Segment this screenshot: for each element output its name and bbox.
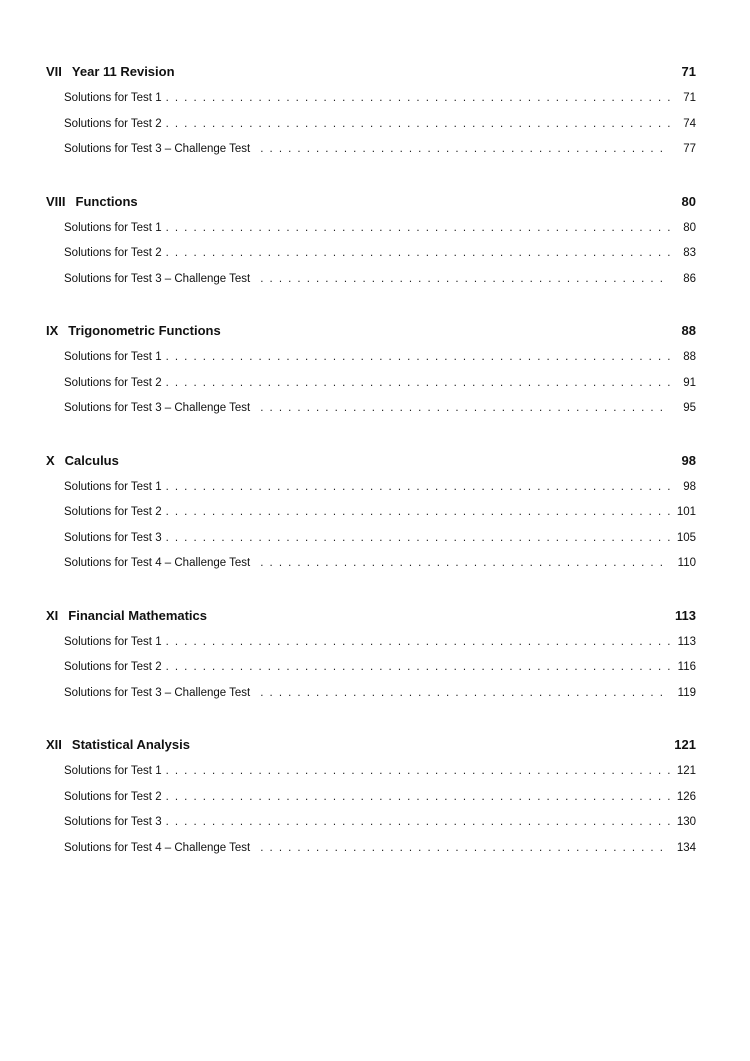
dot-leader <box>166 114 670 134</box>
toc-entry[interactable] <box>46 218 696 244</box>
entry-page-number: 86 <box>683 272 696 285</box>
entry-title: Solutions for Test 3 – Challenge Test <box>64 143 251 155</box>
entry-page-number: 116 <box>677 661 696 673</box>
entry-title: Solutions for Test 3 <box>64 531 162 544</box>
toc-entry[interactable] <box>46 553 696 579</box>
entry-page-number: 98 <box>683 480 696 493</box>
part-numeral: X <box>46 452 55 468</box>
dot-leader <box>166 243 670 263</box>
entry-page-number: 119 <box>677 686 696 699</box>
toc-entry[interactable] <box>46 528 696 554</box>
part-heading[interactable] <box>46 451 696 471</box>
entry-title: Solutions for Test 3 – Challenge Test <box>64 686 251 699</box>
entry-page-number: 130 <box>676 816 696 828</box>
dot-leader <box>260 838 670 858</box>
toc-part <box>46 321 696 424</box>
part-heading[interactable] <box>46 606 696 626</box>
entry-title: Solutions for Test 2 <box>64 506 162 518</box>
entry-page-number: 71 <box>683 92 696 104</box>
part-numeral: VII <box>46 64 62 79</box>
toc-part <box>46 192 696 295</box>
dot-leader <box>166 761 670 781</box>
part-heading-label <box>46 606 207 626</box>
part-numeral: XII <box>46 737 62 752</box>
toc-entry[interactable] <box>46 88 696 114</box>
entry-title: Solutions for Test 2 <box>64 117 162 130</box>
dot-leader <box>260 553 670 573</box>
dot-leader <box>260 398 670 418</box>
dot-leader <box>166 812 670 832</box>
toc-entry[interactable] <box>46 114 696 140</box>
entry-page-number: 95 <box>683 402 696 414</box>
entry-title: Solutions for Test 3 <box>64 816 162 828</box>
entry-title: Solutions for Test 1 <box>64 92 162 104</box>
part-heading[interactable] <box>46 62 696 82</box>
part-title: Statistical Analysis <box>71 737 190 752</box>
dot-leader <box>260 139 670 159</box>
toc-entry[interactable] <box>46 787 696 813</box>
part-heading-label <box>46 62 175 82</box>
entry-page-number: 80 <box>683 221 696 234</box>
dot-leader <box>166 373 670 393</box>
toc-entry[interactable] <box>46 373 696 399</box>
part-page-number: 80 <box>681 193 696 209</box>
entry-title: Solutions for Test 2 <box>64 247 162 259</box>
part-heading[interactable] <box>46 192 696 212</box>
entry-page-number: 134 <box>676 841 696 854</box>
part-title: Year 11 Revision <box>71 64 175 79</box>
part-page-number: 98 <box>681 452 696 468</box>
toc-part <box>46 62 696 165</box>
entry-title: Solutions for Test 1 <box>64 221 162 234</box>
entry-page-number: 88 <box>683 351 696 363</box>
dot-leader <box>166 477 670 497</box>
entry-title: Solutions for Test 4 – Challenge Test <box>64 557 251 569</box>
entry-page-number: 101 <box>676 506 696 518</box>
part-heading-label <box>46 451 119 471</box>
part-heading[interactable] <box>46 735 696 755</box>
table-of-contents <box>46 62 696 890</box>
part-numeral: VIII <box>46 193 66 209</box>
dot-leader <box>166 502 670 522</box>
entry-title: Solutions for Test 2 <box>64 376 162 389</box>
entry-page-number: 83 <box>683 247 696 259</box>
part-page-number: 88 <box>681 323 696 338</box>
dot-leader <box>166 218 670 238</box>
part-page-number: 113 <box>675 607 696 623</box>
entry-page-number: 113 <box>677 635 696 648</box>
toc-entry[interactable] <box>46 398 696 424</box>
toc-entry[interactable] <box>46 838 696 864</box>
entry-title: Solutions for Test 1 <box>64 480 162 493</box>
toc-entry[interactable] <box>46 347 696 373</box>
toc-entry[interactable] <box>46 632 696 658</box>
part-title: Trigonometric Functions <box>68 323 221 338</box>
part-heading-label <box>46 735 190 755</box>
part-title: Functions <box>75 193 138 209</box>
entry-title: Solutions for Test 2 <box>64 661 162 673</box>
part-page-number: 71 <box>681 64 696 79</box>
part-heading[interactable] <box>46 321 696 341</box>
toc-part <box>46 451 696 579</box>
toc-entry[interactable] <box>46 139 696 165</box>
toc-entry[interactable] <box>46 812 696 838</box>
dot-leader <box>166 787 670 807</box>
dot-leader <box>260 683 670 703</box>
dot-leader <box>166 88 670 108</box>
toc-entry[interactable] <box>46 657 696 683</box>
entry-page-number: 74 <box>683 117 696 130</box>
entry-page-number: 110 <box>677 557 696 569</box>
dot-leader <box>166 632 670 652</box>
entry-page-number: 77 <box>683 143 696 155</box>
dot-leader <box>166 657 670 677</box>
part-heading-label <box>46 192 138 212</box>
toc-entry[interactable] <box>46 683 696 709</box>
part-title: Financial Mathematics <box>68 607 208 623</box>
entry-page-number: 91 <box>683 376 696 389</box>
entry-title: Solutions for Test 1 <box>64 635 162 648</box>
entry-page-number: 105 <box>676 531 696 544</box>
part-title: Calculus <box>64 452 119 468</box>
entry-title: Solutions for Test 2 <box>64 790 162 803</box>
toc-part <box>46 735 696 863</box>
toc-entry[interactable] <box>46 243 696 269</box>
entry-title: Solutions for Test 4 – Challenge Test <box>64 841 251 854</box>
dot-leader <box>166 347 670 367</box>
entry-page-number: 121 <box>676 765 696 777</box>
dot-leader <box>166 528 670 548</box>
entry-title: Solutions for Test 1 <box>64 351 162 363</box>
dot-leader <box>260 269 670 289</box>
entry-title: Solutions for Test 3 – Challenge Test <box>64 402 251 414</box>
part-page-number: 121 <box>674 737 696 752</box>
toc-entry[interactable] <box>46 761 696 787</box>
part-numeral: IX <box>46 323 59 338</box>
toc-entry[interactable] <box>46 269 696 295</box>
part-numeral: XI <box>46 607 59 623</box>
entry-title: Solutions for Test 3 – Challenge Test <box>64 272 251 285</box>
toc-entry[interactable] <box>46 477 696 503</box>
toc-entry[interactable] <box>46 502 696 528</box>
entry-page-number: 126 <box>676 790 696 803</box>
entry-title: Solutions for Test 1 <box>64 765 162 777</box>
part-heading-label <box>46 321 221 341</box>
toc-part <box>46 606 696 709</box>
